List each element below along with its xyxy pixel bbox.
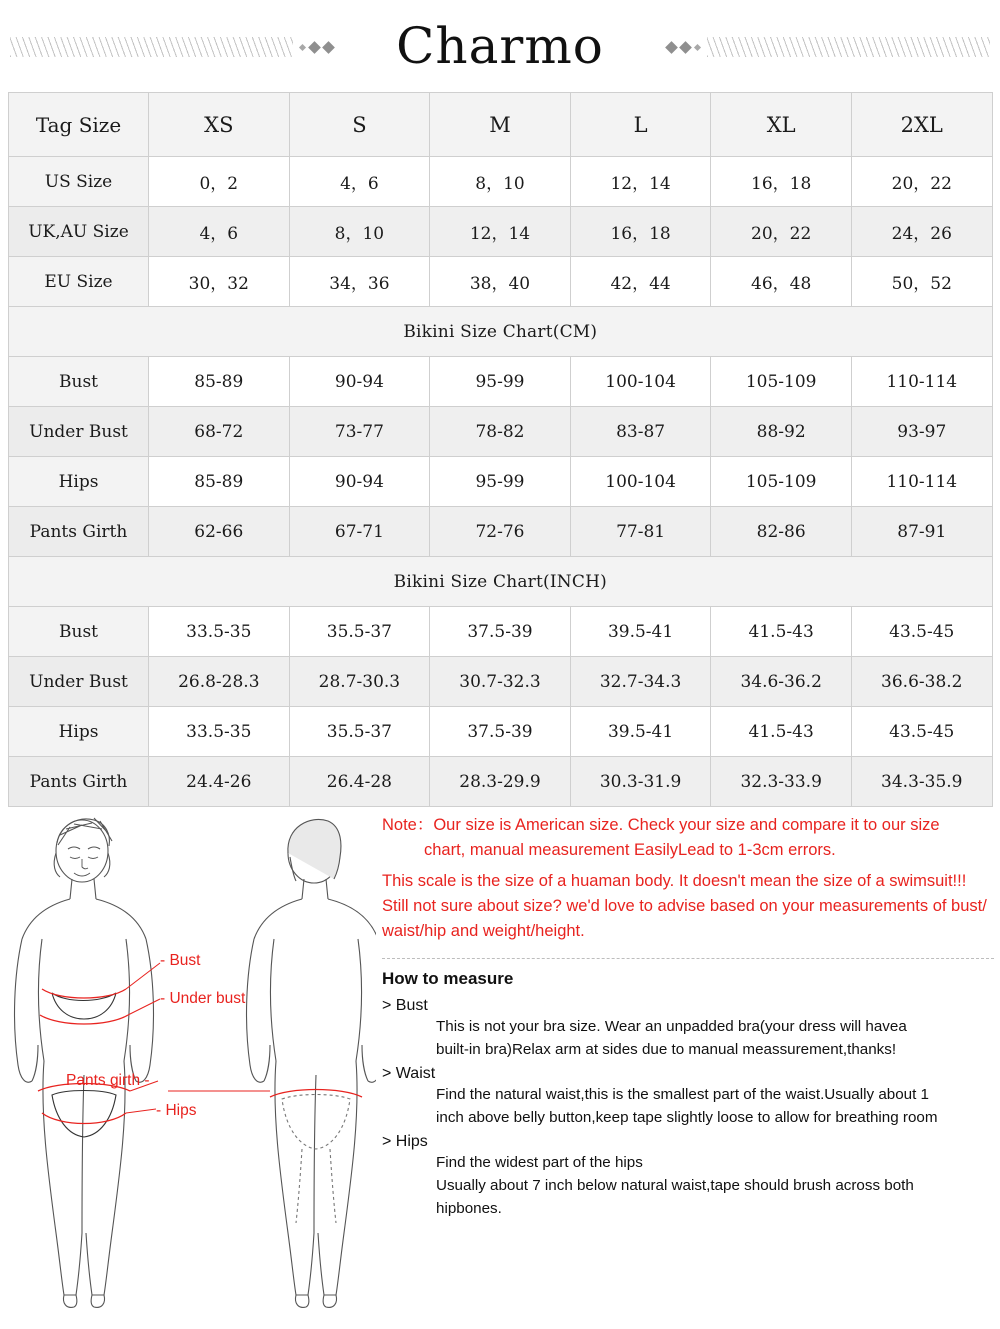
table-cell: 16，18 — [711, 157, 852, 207]
table-cell: 34，36 — [289, 257, 430, 307]
table-cell: 90-94 — [289, 457, 430, 507]
table-cell: 85-89 — [149, 357, 290, 407]
section-row-cm — [9, 307, 993, 357]
row-label: UK,AU Size — [9, 207, 149, 257]
table-cell: 39.5-41 — [570, 607, 711, 657]
table-cell: 37.5-39 — [430, 707, 571, 757]
table-cell: 26.8-28.3 — [149, 657, 290, 707]
table-cell: 32.7-34.3 — [570, 657, 711, 707]
table-cell: 77-81 — [570, 507, 711, 557]
section-title-inch: Bikini Size Chart(INCH) — [9, 557, 993, 607]
measure-head: > Bust — [382, 997, 428, 1014]
note-line-1: Note：Our size is American size. Check your size and compare it to our size — [382, 816, 940, 834]
table-cell: 72-76 — [430, 507, 571, 557]
table-row — [9, 457, 993, 507]
brand-logo: Charmo — [396, 17, 604, 75]
table-cell: 90-94 — [289, 357, 430, 407]
table-cell: 83-87 — [570, 407, 711, 457]
table-cell: 34.6-36.2 — [711, 657, 852, 707]
row-label: Bust — [9, 607, 149, 657]
column-header: M — [430, 93, 571, 157]
diamond-cluster-right — [660, 43, 707, 52]
table-cell: 35.5-37 — [289, 607, 430, 657]
table-row — [9, 207, 993, 257]
table-cell: 30.7-32.3 — [430, 657, 571, 707]
table-cell: 33.5-35 — [149, 607, 290, 657]
table-cell: 30.3-31.9 — [570, 757, 711, 807]
measure-line: This is not your bra size. Wear an unpadded bra(your dress will havea — [436, 1018, 907, 1035]
table-cell: 20，22 — [851, 157, 992, 207]
table-cell: 4，6 — [289, 157, 430, 207]
section-title-cm: Bikini Size Chart(CM) — [9, 307, 993, 357]
label-pants-girth: Pants girth - — [66, 1072, 150, 1089]
note-line-3: This scale is the size of a huaman body. It doesn't mean the size of a swimsuit!!! — [382, 872, 967, 890]
label-under-bust: - Under bust — [160, 990, 246, 1007]
table-cell: 20，22 — [711, 207, 852, 257]
table-row — [9, 257, 993, 307]
table-cell: 37.5-39 — [430, 607, 571, 657]
table-cell: 0，2 — [149, 157, 290, 207]
table-cell: 42，44 — [570, 257, 711, 307]
hatch-lines-right — [707, 37, 990, 57]
table-cell: 4，6 — [149, 207, 290, 257]
table-cell: 33.5-35 — [149, 707, 290, 757]
table-cell: 85-89 — [149, 457, 290, 507]
front-figure — [15, 818, 154, 1307]
note-line-5: waist/hip and weight/height. — [382, 922, 585, 940]
measure-lines — [38, 963, 362, 1124]
row-label: Under Bust — [9, 657, 149, 707]
table-cell: 100-104 — [570, 357, 711, 407]
label-hips: - Hips — [156, 1102, 197, 1119]
table-cell: 24.4-26 — [149, 757, 290, 807]
body-diagram — [8, 813, 376, 1311]
diamond-icon — [308, 41, 321, 54]
column-header: L — [570, 93, 711, 157]
hatch-lines-left — [10, 37, 293, 57]
diamond-icon — [299, 43, 306, 50]
how-to-measure-title: How to measure — [382, 969, 514, 988]
table-cell: 26.4-28 — [289, 757, 430, 807]
table-cell: 105-109 — [711, 357, 852, 407]
table-cell: 100-104 — [570, 457, 711, 507]
note-warning — [382, 813, 994, 863]
table-cell: 8，10 — [430, 157, 571, 207]
measure-line: Usually about 7 inch below natural waist,tape should brush across both — [436, 1177, 914, 1194]
table-row — [9, 757, 993, 807]
page-header — [0, 0, 1000, 92]
table-cell: 28.3-29.9 — [430, 757, 571, 807]
row-label: Hips — [9, 707, 149, 757]
measure-line: Find the widest part of the hips — [436, 1154, 643, 1171]
back-figure — [247, 819, 376, 1307]
table-header-row — [9, 93, 993, 157]
table-cell: 36.6-38.2 — [851, 657, 992, 707]
table-cell: 67-71 — [289, 507, 430, 557]
column-header: XS — [149, 93, 290, 157]
table-cell: 62-66 — [149, 507, 290, 557]
table-row — [9, 357, 993, 407]
table-cell: 95-99 — [430, 457, 571, 507]
table-cell: 41.5-43 — [711, 607, 852, 657]
table-cell: 88-92 — [711, 407, 852, 457]
table-row — [9, 407, 993, 457]
table-cell: 16，18 — [570, 207, 711, 257]
table-cell: 12，14 — [430, 207, 571, 257]
label-bust: - Bust — [160, 952, 201, 969]
note-secondary — [382, 869, 994, 944]
size-chart-table-wrapper — [0, 92, 1000, 807]
measure-item-bust — [382, 997, 994, 1061]
table-cell: 95-99 — [430, 357, 571, 407]
table-row — [9, 607, 993, 657]
diamond-icon — [665, 41, 678, 54]
table-cell: 110-114 — [851, 457, 992, 507]
measure-head: > Waist — [382, 1065, 436, 1082]
column-header: Tag Size — [9, 93, 149, 157]
table-cell: 32.3-33.9 — [711, 757, 852, 807]
measure-head: > Hips — [382, 1133, 428, 1150]
measure-item-waist — [382, 1065, 994, 1129]
table-cell: 24，26 — [851, 207, 992, 257]
measurement-figures — [8, 813, 376, 1313]
table-cell: 93-97 — [851, 407, 992, 457]
measure-item-hips — [382, 1133, 994, 1220]
column-header: XL — [711, 93, 852, 157]
diamond-icon — [679, 41, 692, 54]
measure-line: Find the natural waist,this is the smallest part of the waist.Usually about 1 — [436, 1086, 929, 1103]
table-cell: 34.3-35.9 — [851, 757, 992, 807]
table-cell: 105-109 — [711, 457, 852, 507]
row-label: Under Bust — [9, 407, 149, 457]
table-cell: 8，10 — [289, 207, 430, 257]
table-row — [9, 507, 993, 557]
table-cell: 41.5-43 — [711, 707, 852, 757]
note-line-4: Still not sure about size? we'd love to advise based on your measurements of bust/ — [382, 897, 987, 915]
table-cell: 35.5-37 — [289, 707, 430, 757]
table-cell: 39.5-41 — [570, 707, 711, 757]
diamond-icon — [322, 41, 335, 54]
ornament-right — [660, 34, 990, 60]
measure-line: hipbones. — [436, 1200, 502, 1217]
table-cell: 78-82 — [430, 407, 571, 457]
table-cell: 43.5-45 — [851, 707, 992, 757]
row-label: Pants Girth — [9, 757, 149, 807]
table-cell: 82-86 — [711, 507, 852, 557]
divider — [382, 958, 994, 959]
row-label: US Size — [9, 157, 149, 207]
ornament-left — [10, 34, 340, 60]
row-label: Pants Girth — [9, 507, 149, 557]
table-row — [9, 657, 993, 707]
measure-line: built-in bra)Relax arm at sides due to manual meassurement,thanks! — [436, 1041, 897, 1058]
lower-section — [0, 813, 1000, 1313]
row-label: Bust — [9, 357, 149, 407]
table-cell: 50，52 — [851, 257, 992, 307]
section-row-inch — [9, 557, 993, 607]
table-row — [9, 707, 993, 757]
table-cell: 12，14 — [570, 157, 711, 207]
table-cell: 73-77 — [289, 407, 430, 457]
table-row — [9, 157, 993, 207]
column-header: S — [289, 93, 430, 157]
column-header: 2XL — [851, 93, 992, 157]
note-line-2: chart, manual measurement EasilyLead to 1-3cm errors. — [424, 841, 836, 859]
diamond-icon — [694, 43, 701, 50]
measure-line: inch above belly button,keep tape slightly loose to allow for breathing room — [436, 1109, 938, 1126]
table-cell: 30，32 — [149, 257, 290, 307]
table-cell: 68-72 — [149, 407, 290, 457]
table-cell: 46，48 — [711, 257, 852, 307]
notes-panel — [376, 813, 1000, 1313]
table-cell: 110-114 — [851, 357, 992, 407]
table-cell: 87-91 — [851, 507, 992, 557]
table-cell: 28.7-30.3 — [289, 657, 430, 707]
size-chart-table — [8, 92, 993, 807]
table-cell: 38，40 — [430, 257, 571, 307]
row-label: Hips — [9, 457, 149, 507]
row-label: EU Size — [9, 257, 149, 307]
diamond-cluster-left — [293, 43, 340, 52]
table-cell: 43.5-45 — [851, 607, 992, 657]
